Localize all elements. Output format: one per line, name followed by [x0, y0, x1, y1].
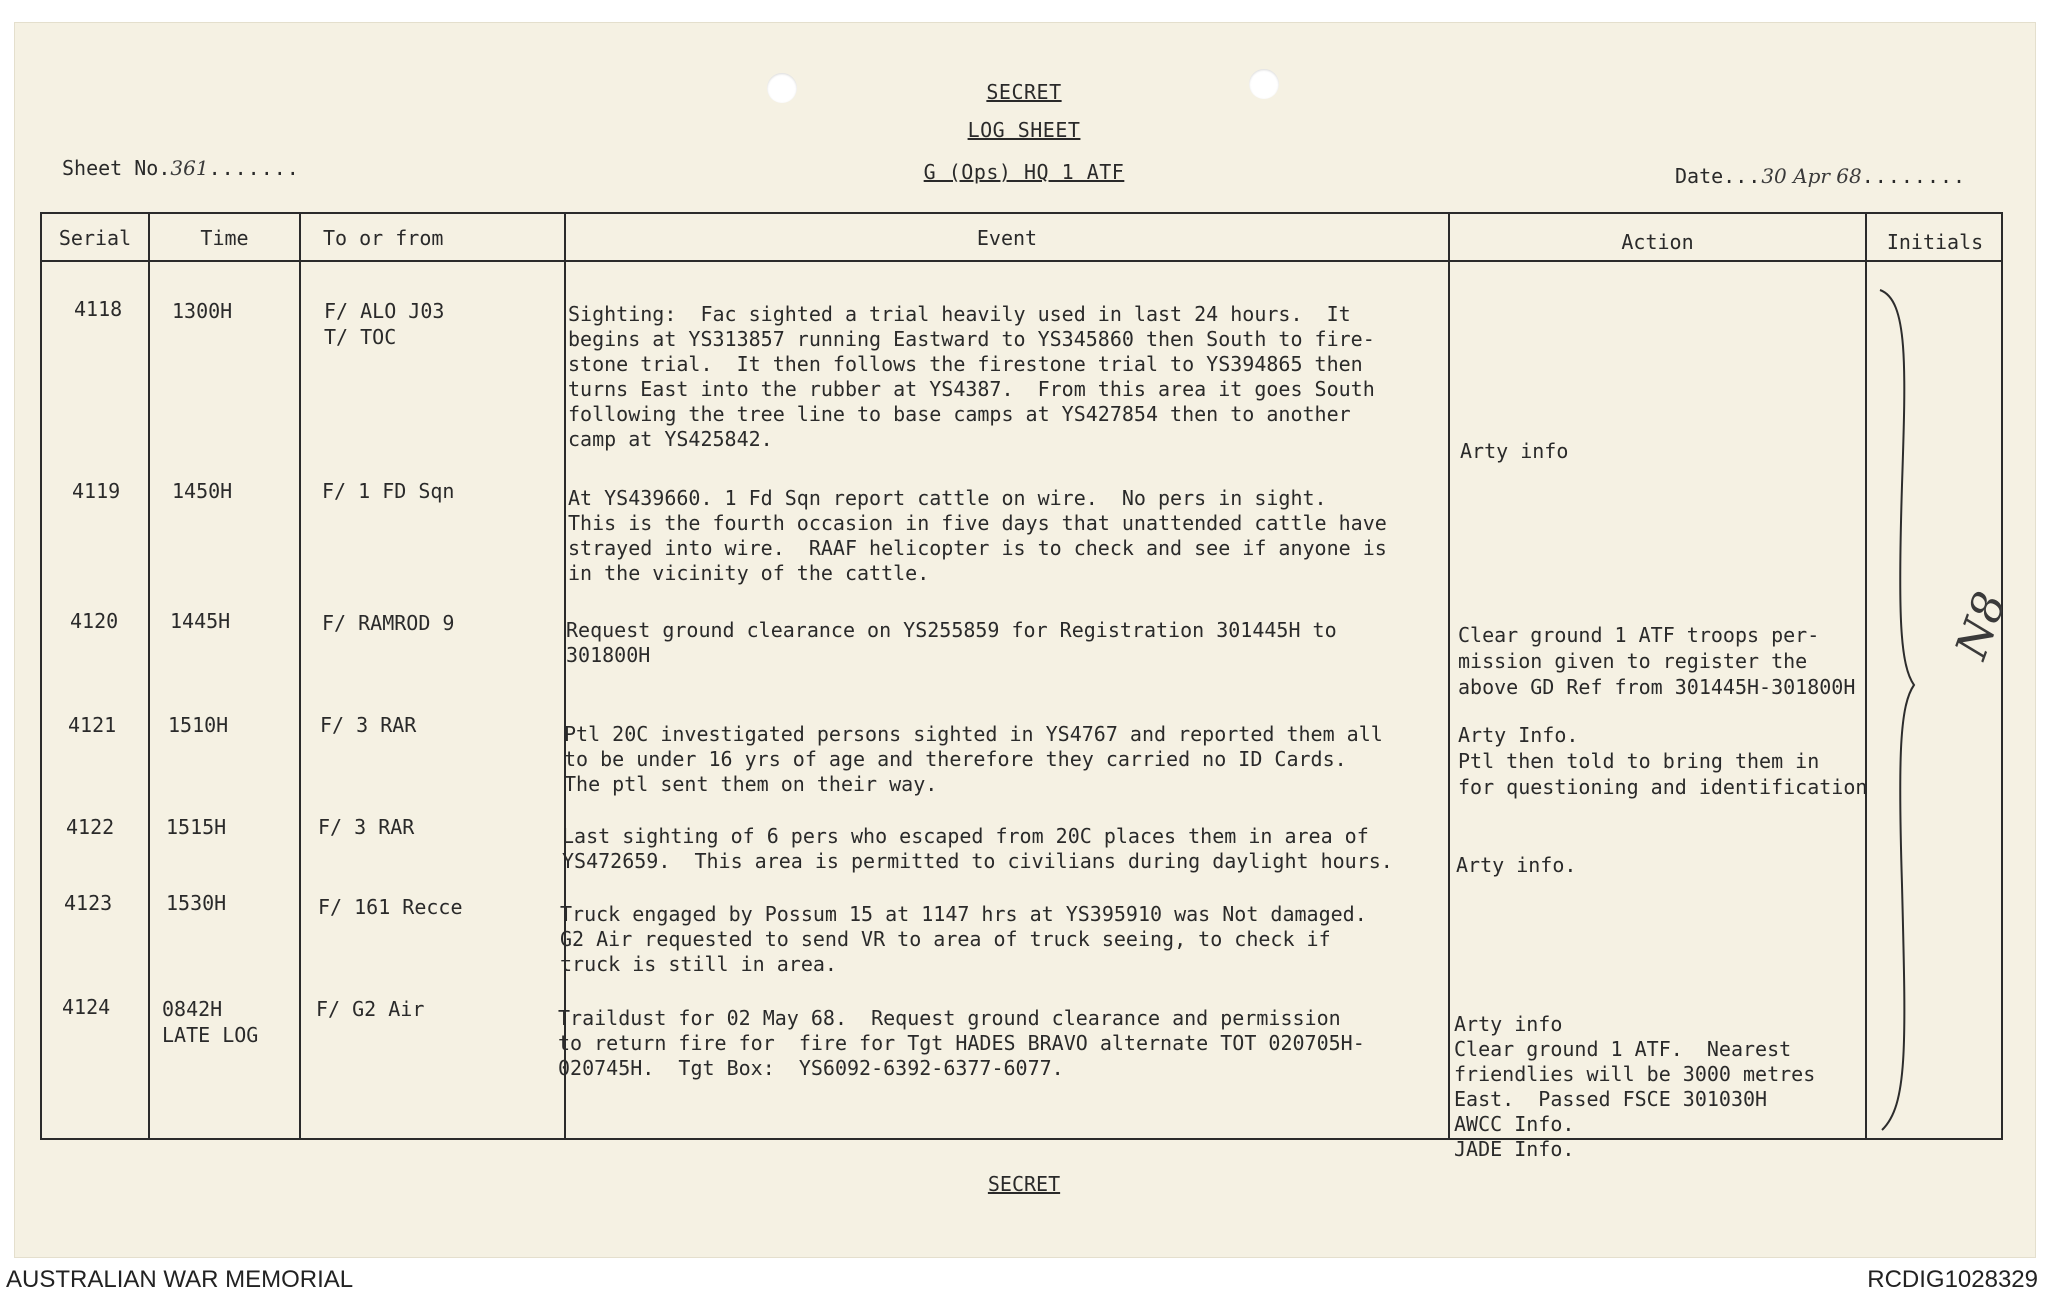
- classification-bottom: SECRET: [987, 1172, 1061, 1196]
- col-divider: [299, 214, 301, 1138]
- date-dots-left: ..: [1735, 164, 1762, 188]
- table-row-action: Arty info Clear ground 1 ATF. Nearest friendlies will be 3000 metres East. Passed FSCE 301030H AWCC Info. JADE Info.: [1454, 1012, 1816, 1161]
- col-divider: [1448, 214, 1450, 1138]
- table-row-serial: 4121: [68, 713, 117, 737]
- table-row-event: At YS439660. 1 Fd Sqn report cattle on wire. No pers in sight. This is the fourth occasion in five days that unattended cattle have strayed into wire. RAAF helicopter is to check and see if anyone is in the vicinity of the cattle.: [568, 486, 1387, 585]
- sheet-date: [1675, 164, 1966, 188]
- date-label: Date.: [1675, 164, 1736, 188]
- table-row-action: Clear ground 1 ATF troops per- mission given to register the above GD Ref from 301445H-301800H: [1458, 623, 1856, 699]
- table-row-serial: 4120: [70, 609, 119, 633]
- table-row-time: 1450H: [172, 479, 233, 503]
- initials-signature: N8: [1945, 585, 2017, 666]
- table-row-serial: 4123: [64, 891, 113, 915]
- table-row-event: Ptl 20C investigated persons sighted in YS4767 and reported them all to be under 16 yrs of age and therefore they carried no ID Cards. The ptl sent them on their way.: [564, 722, 1383, 796]
- table-row-time: 1300H: [172, 299, 233, 323]
- table-row-time: 0842H LATE LOG: [162, 997, 259, 1047]
- col-header-event: Event: [976, 226, 1038, 250]
- archive-reference: RCDIG1028329: [1867, 1266, 2038, 1293]
- table-row-event: Last sighting of 6 pers who escaped from 20C places them in area of YS472659. This area is permitted to civilians during daylight hours.: [562, 824, 1393, 873]
- table-row-from: F/ 1 FD Sqn: [322, 479, 455, 503]
- table-row-serial: 4118: [74, 297, 123, 321]
- sheet-number-label: Sheet No.: [62, 156, 171, 180]
- table-row-time: 1515H: [166, 815, 227, 839]
- col-header-initials: Initials: [1886, 230, 1984, 254]
- classification-top: SECRET: [986, 80, 1062, 104]
- table-row-serial: 4122: [66, 815, 115, 839]
- table-row-action: Arty Info. Ptl then told to bring them in for questioning and identification: [1458, 723, 1868, 799]
- col-header-to-or-from: To or from: [323, 226, 444, 250]
- table-row-from: F/ 3 RAR: [320, 713, 417, 737]
- date-value: 30 Apr 68: [1761, 164, 1862, 188]
- table-row-time: 1530H: [166, 891, 227, 915]
- table-row-time: 1445H: [170, 609, 231, 633]
- sheet-number-value: 361: [170, 156, 209, 180]
- unit-title: G (Ops) HQ 1 ATF: [923, 160, 1125, 184]
- table-row-action: Arty info: [1460, 439, 1569, 463]
- table-row-serial: 4119: [72, 479, 121, 503]
- sheet-dots: .......: [208, 156, 300, 180]
- table-row-from: F/ RAMROD 9: [322, 611, 455, 635]
- table-row-event: Sighting: Fac sighted a trial heavily used in last 24 hours. It begins at YS313857 running Eastward to YS345860 then South to fire- stone trial. It then follows the firestone trial to YS394865 then turns East into the rubber at YS4387. From this area it goes South following the tree line to base camps at YS427854 then to another camp at YS425842.: [568, 302, 1375, 451]
- table-row-event: Truck engaged by Possum 15 at 1147 hrs at YS395910 was Not damaged. G2 Air requested to send VR to area of truck seeing, to check if truck is still in area.: [560, 902, 1367, 976]
- table-row-from: F/ G2 Air: [316, 997, 425, 1021]
- initials-bracket: [1878, 285, 1918, 1135]
- col-divider: [1865, 214, 1867, 1138]
- table-row-action: Arty info.: [1456, 853, 1577, 877]
- table-row-from: F/ ALO J03 T/ TOC: [324, 299, 445, 349]
- col-header-time: Time: [200, 226, 249, 250]
- col-header-serial: Serial: [58, 226, 132, 250]
- table-row-event: Traildust for 02 May 68. Request ground clearance and permission to return fire for fire for Tgt HADES BRAVO alternate TOT 020705H- 020745H. Tgt Box: YS6092-6392-6377-6077.: [558, 1006, 1365, 1080]
- archive-caption: AUSTRALIAN WAR MEMORIAL: [6, 1266, 354, 1293]
- sheet-number: [62, 156, 300, 180]
- table-row-from: F/ 161 Recce: [318, 895, 463, 919]
- table-row-event: Request ground clearance on YS255859 for Registration 301445H to 301800H: [566, 618, 1337, 667]
- log-table: [40, 212, 2003, 1161]
- date-dots-right: ........: [1861, 164, 1967, 188]
- log-sheet-title: LOG SHEET: [967, 118, 1081, 142]
- table-row-serial: 4124: [62, 995, 111, 1019]
- header-divider: [42, 260, 2001, 262]
- table-row-from: F/ 3 RAR: [318, 815, 415, 839]
- col-divider: [564, 214, 566, 1138]
- col-header-action: Action: [1621, 230, 1694, 254]
- table-row-time: 1510H: [168, 713, 229, 737]
- col-divider: [148, 214, 150, 1138]
